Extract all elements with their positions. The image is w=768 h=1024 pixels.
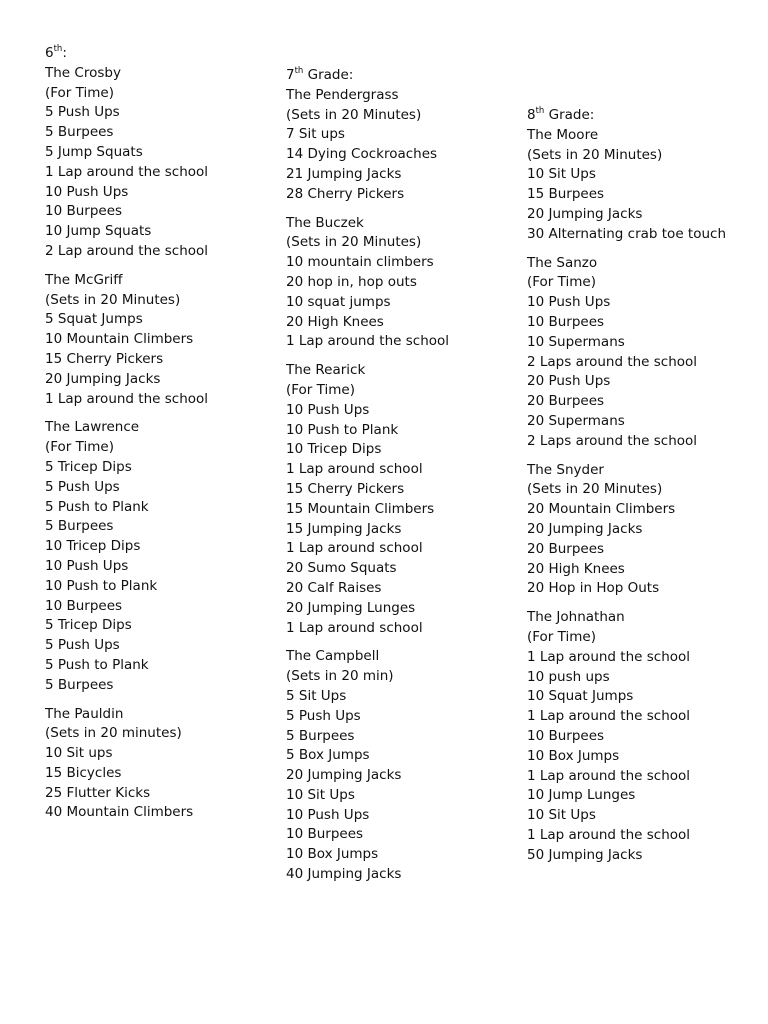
exercise-item: 1 Lap around school: [286, 540, 423, 557]
exercise-item: 20 Push Ups: [527, 373, 611, 390]
exercise-item: 5 Burpees: [45, 518, 114, 535]
spacer: [527, 245, 726, 254]
spacer: [45, 409, 208, 418]
exercise-item: 10 Burpees: [527, 313, 605, 330]
exercise-item: 5 Jump Squats: [45, 143, 143, 160]
workout-campbell: [286, 647, 449, 885]
exercise-item: 40 Jumping Jacks: [286, 866, 402, 883]
spacer: [527, 599, 726, 608]
exercise-item: 10 Push Ups: [45, 557, 129, 574]
workout-name: The Moore: [527, 126, 599, 143]
workout-buczek: [286, 214, 449, 353]
exercise-item: 5 Tricep Dips: [45, 458, 132, 475]
exercise-item: 5 Push Ups: [45, 104, 120, 121]
exercise-item: 20 Sumo Squats: [286, 560, 397, 577]
grade-ordinal: th: [294, 65, 304, 76]
workout-type: (Sets in 20 Minutes): [527, 146, 663, 163]
exercise-item: 10 Push Ups: [527, 294, 611, 311]
exercise-item: 10 Sit Ups: [286, 786, 355, 803]
exercise-item: 1 Lap around the school: [527, 708, 691, 725]
exercise-item: 20 Supermans: [527, 412, 625, 429]
workout-type: (Sets in 20 Minutes): [286, 106, 422, 123]
exercise-item: 5 Push Ups: [45, 637, 120, 654]
exercise-item: 10 Mountain Climbers: [45, 331, 194, 348]
exercise-item: 20 hop in, hop outs: [286, 273, 417, 290]
exercise-item: 10 Supermans: [527, 333, 625, 350]
exercise-item: 5 Push Ups: [45, 478, 120, 495]
workout-type: (For Time): [286, 381, 355, 398]
workout-name: The Lawrence: [45, 419, 140, 436]
exercise-item: 20 Mountain Climbers: [527, 501, 676, 518]
exercise-item: 10 Sit Ups: [527, 807, 596, 824]
spacer: [45, 262, 208, 271]
exercise-item: 1 Lap around school: [286, 461, 423, 478]
grade-number: 8: [527, 107, 536, 123]
workout-type: (Sets in 20 minutes): [45, 725, 182, 742]
exercise-item: 10 mountain climbers: [286, 254, 434, 271]
workout-name: The Johnathan: [527, 609, 625, 626]
workout-pendergrass: [286, 86, 449, 205]
exercise-item: 1 Lap around the school: [45, 163, 209, 180]
exercise-item: 15 Bicycles: [45, 764, 122, 781]
grade-number: 7: [286, 67, 295, 83]
spacer: [286, 638, 449, 647]
exercise-item: 5 Push to Plank: [45, 498, 149, 515]
exercise-item: 1 Lap around the school: [286, 333, 450, 350]
exercise-item: 28 Cherry Pickers: [286, 185, 405, 202]
workout-name: The Campbell: [286, 648, 380, 665]
exercise-item: 10 Sit Ups: [527, 166, 596, 183]
exercise-item: 10 Sit ups: [45, 745, 113, 762]
exercise-item: 15 Burpees: [527, 186, 605, 203]
workout-name: The Crosby: [45, 64, 121, 81]
exercise-item: 25 Flutter Kicks: [45, 784, 151, 801]
exercise-item: 5 Sit Ups: [286, 687, 347, 704]
exercise-item: 10 Push Ups: [286, 401, 370, 418]
exercise-item: 20 Jumping Jacks: [527, 520, 643, 537]
grade-ordinal: th: [53, 43, 63, 54]
exercise-item: 10 Tricep Dips: [286, 441, 382, 458]
workout-name: The Pendergrass: [286, 86, 399, 103]
exercise-item: 10 Squat Jumps: [527, 688, 634, 705]
exercise-item: 30 Alternating crab toe touch: [527, 225, 726, 242]
exercise-item: 1 Lap around the school: [45, 390, 209, 407]
exercise-item: 20 Jumping Jacks: [527, 205, 643, 222]
workout-type: (Sets in 20 Minutes): [45, 291, 181, 308]
exercise-item: 10 Box Jumps: [527, 747, 620, 764]
exercise-item: 14 Dying Cockroaches: [286, 146, 438, 163]
exercise-item: 1 Lap around the school: [527, 648, 691, 665]
exercise-item: 5 Box Jumps: [286, 747, 370, 764]
exercise-item: 20 Jumping Jacks: [45, 370, 161, 387]
exercise-item: 50 Jumping Jacks: [527, 846, 643, 863]
workout-type: (For Time): [45, 84, 114, 101]
exercise-item: 15 Cherry Pickers: [286, 480, 405, 497]
exercise-item: 5 Tricep Dips: [45, 617, 132, 634]
workout-crosby: [45, 64, 208, 262]
grade-ordinal: th: [535, 105, 545, 116]
exercise-item: 20 Jumping Lunges: [286, 599, 416, 616]
exercise-item: 10 Jump Squats: [45, 223, 152, 240]
spacer: [45, 696, 208, 705]
exercise-item: 10 squat jumps: [286, 293, 391, 310]
grade-suffix: Grade:: [303, 67, 354, 83]
exercise-item: 1 Lap around the school: [527, 767, 691, 784]
grade-heading-7th: [286, 66, 449, 86]
exercise-item: 20 High Knees: [527, 560, 625, 577]
grade-suffix: Grade:: [544, 107, 595, 123]
workout-rearick: [286, 361, 449, 638]
workout-name: The Buczek: [286, 214, 364, 231]
exercise-item: 15 Cherry Pickers: [45, 350, 164, 367]
workout-name: The McGriff: [45, 271, 123, 288]
exercise-item: 5 Push to Plank: [45, 656, 149, 673]
exercise-item: 21 Jumping Jacks: [286, 165, 402, 182]
exercise-item: 15 Mountain Climbers: [286, 500, 435, 517]
exercise-item: 1 Lap around school: [286, 619, 423, 636]
exercise-item: 5 Burpees: [45, 124, 114, 141]
exercise-item: 10 Burpees: [45, 597, 123, 614]
exercise-item: 5 Push Ups: [286, 707, 361, 724]
grade-heading-8th: [527, 106, 726, 126]
spacer: [286, 352, 449, 361]
grade-number: 6: [45, 45, 54, 61]
exercise-item: 20 Calf Raises: [286, 579, 382, 596]
workout-type: (Sets in 20 Minutes): [527, 481, 663, 498]
workout-lawrence: [45, 418, 208, 695]
exercise-item: 5 Squat Jumps: [45, 311, 143, 328]
exercise-item: 15 Jumping Jacks: [286, 520, 402, 537]
exercise-item: 10 Burpees: [45, 203, 123, 220]
exercise-item: 1 Lap around the school: [527, 826, 691, 843]
exercise-item: 10 Push to Plank: [45, 577, 158, 594]
workout-name: The Rearick: [286, 362, 366, 379]
exercise-item: 10 Box Jumps: [286, 846, 379, 863]
exercise-item: 20 Burpees: [527, 393, 605, 410]
exercise-item: 10 Push to Plank: [286, 421, 399, 438]
exercise-item: 7 Sit ups: [286, 126, 345, 143]
exercise-item: 20 Burpees: [527, 540, 605, 557]
exercise-item: 10 Push Ups: [286, 806, 370, 823]
workout-type: (For Time): [527, 274, 596, 291]
exercise-item: 2 Laps around the school: [527, 432, 698, 449]
exercise-item: 10 Burpees: [527, 727, 605, 744]
workout-mcgriff: [45, 271, 208, 410]
column-8th-grade: [527, 106, 726, 865]
workout-type: (For Time): [527, 628, 596, 645]
workout-pauldin: [45, 705, 208, 824]
grade-heading-6th: [45, 44, 208, 64]
column-6th-grade: [45, 44, 208, 823]
workout-name: The Snyder: [527, 461, 604, 478]
workout-johnathan: [527, 608, 726, 865]
spacer: [527, 452, 726, 461]
workout-type: (For Time): [45, 439, 114, 456]
exercise-item: 2 Lap around the school: [45, 242, 209, 259]
exercise-item: 40 Mountain Climbers: [45, 804, 194, 821]
workout-type: (Sets in 20 Minutes): [286, 234, 422, 251]
spacer: [286, 205, 449, 214]
exercise-item: 5 Burpees: [286, 727, 355, 744]
workout-moore: [527, 126, 726, 245]
exercise-item: 10 push ups: [527, 668, 610, 685]
workout-name: The Sanzo: [527, 254, 598, 271]
exercise-item: 20 High Knees: [286, 313, 384, 330]
exercise-item: 5 Burpees: [45, 676, 114, 693]
exercise-item: 10 Jump Lunges: [527, 787, 636, 804]
column-7th-grade: [286, 66, 449, 885]
grade-suffix: :: [62, 45, 67, 61]
workout-snyder: [527, 461, 726, 600]
exercise-item: 10 Tricep Dips: [45, 538, 141, 555]
workout-type: (Sets in 20 min): [286, 668, 394, 685]
exercise-item: 2 Laps around the school: [527, 353, 698, 370]
exercise-item: 20 Jumping Jacks: [286, 767, 402, 784]
workout-sanzo: [527, 254, 726, 452]
exercise-item: 20 Hop in Hop Outs: [527, 580, 660, 597]
workout-name: The Pauldin: [45, 705, 124, 722]
exercise-item: 10 Push Ups: [45, 183, 129, 200]
exercise-item: 10 Burpees: [286, 826, 364, 843]
